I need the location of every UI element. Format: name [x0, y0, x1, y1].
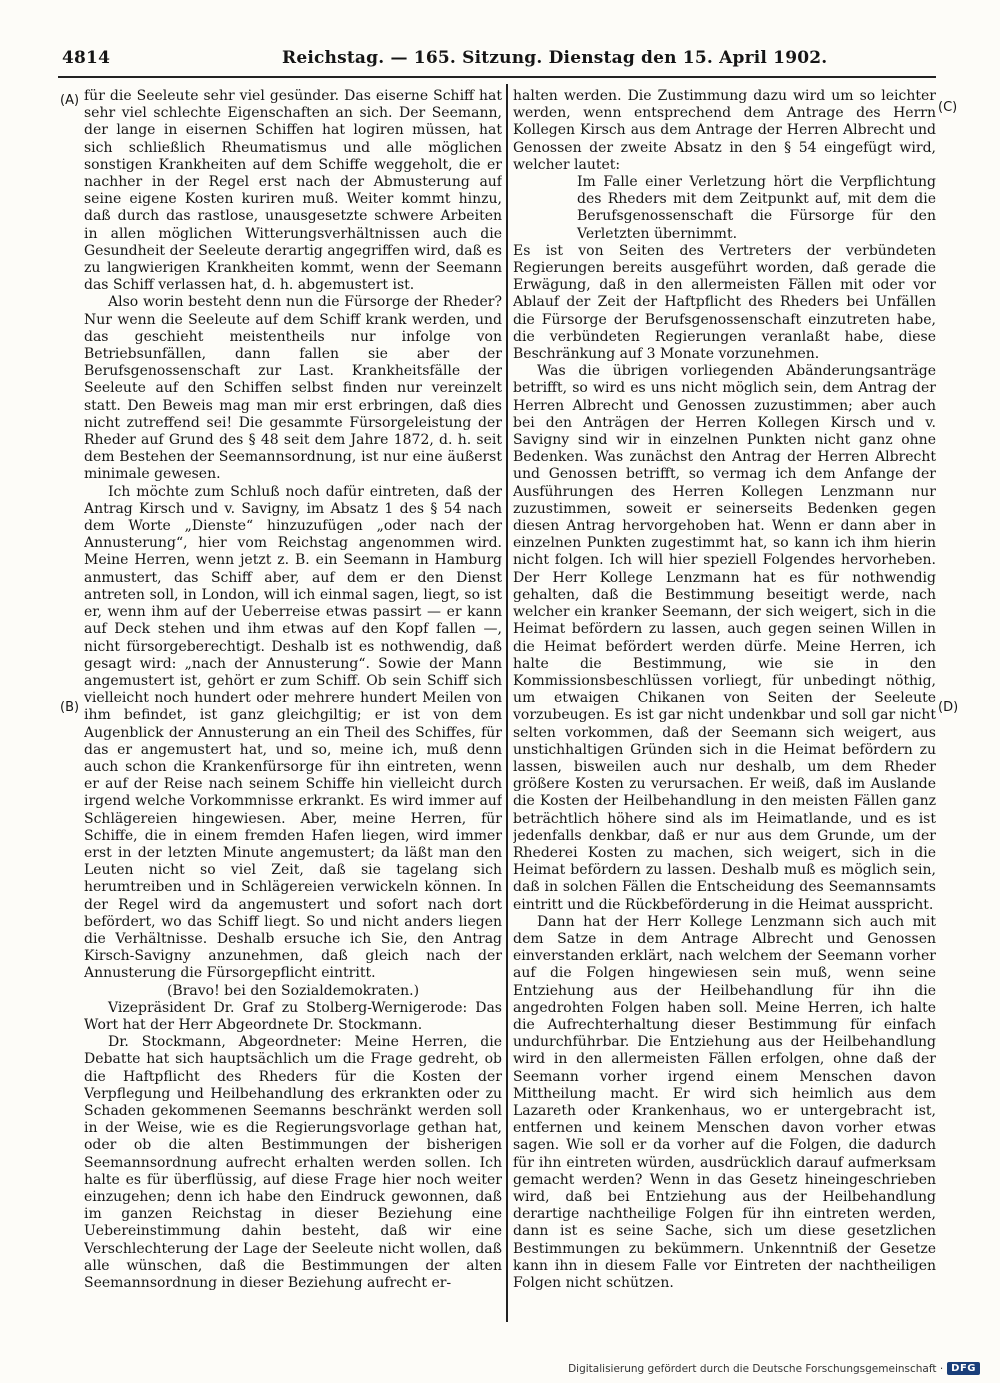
right-column	[513, 88, 936, 1333]
paragraph: für die Seeleute sehr viel gesünder. Das eiserne Schiff hat sehr viel schlechte Eigenschaften an sich. Der Seemann, der lange in eisernen Schiffen hat logiren müssen, hat sich schließlich Rheumatismus und alle möglichen sonstigen Krankheiten auf dem Schiffe weggeholt, die er nachher in der Regel erst nach der Abmusterung auf seine eigene Kosten kuriren muß. Weiter kommt hinzu, daß durch das rastlose, unausgesetzte schwere Arbeiten in allen möglichen Witterungsverhältnissen auch die Gesundheit der Seeleute derartig angegriffen wird, daß es zu langwierigen Krankheiten kommt, wenn der Seemann das Schiff verlassen hat, d. h. abgemustert ist.	[84, 88, 502, 294]
footer-text: Digitalisierung gefördert durch die Deutsche Forschungsgemeinschaft ·	[568, 1362, 944, 1375]
paragraph: Ich möchte zum Schluß noch dafür eintreten, daß der Antrag Kirsch und v. Savigny, im Absatz 1 des § 54 nach dem Worte „Dienste“ hinzuzufügen „oder nach der Annusterung“, hier vom Reichstag angenommen wird. Meine Herren, wenn jetzt z. B. ein Seemann in Hamburg anmustert, das Schiff aber, auf dem er den Dienst antreten soll, in London, will ich einmal sagen, liegt, so ist er, wenn ihm auf der Ueberreise etwas passirt — er kann auf Deck stehen und ihm etwas auf den Kopf fallen —, nicht fürsorgeberechtigt. Deshalb ist es nothwendig, daß gesagt wird: „nach der Annusterung“. Sowie der Mann angemustert ist, gehört er zum Schiff. Ob sein Schiff sich vielleicht noch hundert oder mehrere hundert Meilen von ihm befindet, ist ganz gleichgiltig; er ist von dem Augenblick der Annusterung an ein Theil des Schiffes, für das er angemustert hat, und so, meine ich, muß denn auch schon die Krankenfürsorge für ihn eintreten, wenn er auf der Reise nach seinem Schiffe hin vielleicht durch irgend welche Vorkommnisse erkrankt. Es wird immer auf Schlägereien hingewiesen. Aber, meine Herren, für Schiffe, die in einem fremden Hafen liegen, wird immer erst in der letzten Minute angemustert; da läßt man den Leuten nicht so viel Zeit, daß sie tagelang sich herumtreiben und in Schlägereien verwickeln können. In der Regel wird da angemustert und sofort nach dort befördert, wo das Schiff liegt. So und nicht anders liegen die Verhältnisse. Deshalb ersuche ich Sie, den Antrag Kirsch-Savigny anzunehmen, daß gleich nach der Annusterung die Fürsorgepflicht eintritt.	[84, 483, 502, 982]
left-column	[84, 88, 502, 1333]
paragraph: Also worin besteht denn nun die Fürsorge der Rheder? Nur wenn die Seeleute auf dem Schiff krank werden, und das geschieht meistentheils nur infolge von Betriebsunfällen, dann fallen sie aber der Berufsgenossenschaft zur Last. Krankheitsfälle der Seeleute auf den Schiffen selbst finden nur vereinzelt statt. Den Beweis mag man mir erst erbringen, daß dies nicht zutreffend sei! Die gesammte Fürsorgeleistung der Rheder auf Grund des § 48 seit dem Jahre 1872, d. h. seit dem Bestehen der Seemannsordnung, ist nur eine äußerst minimale gewesen.	[84, 294, 502, 483]
paragraph: Was die übrigen vorliegenden Abänderungsanträge betrifft, so wird es uns nicht möglich sein, dem Antrag der Herren Albrecht und Genossen zuzustimmen; aber auch bei den Anträgen der Herren Kollegen Kirsch und v. Savigny sind wir in einzelnen Punkten nicht ganz ohne Bedenken. Was zunächst den Antrag der Herren Albrecht und Genossen betrifft, so vermag ich dem Anfange der Ausführungen des Herren Kollegen Lenzmann nur zuzustimmen, soweit er seinerseits Bedenken gegen diesen Antrag hervorgehoben hat. Wenn er dann aber in einzelnen Punkten zugestimmt hat, so kann ich ihm hierin nicht folgen. Ich will hier speziell Folgendes hervorheben. Der Herr Kollege Lenzmann hat es für nothwendig gehalten, daß die Bestimmung beseitigt werde, nach welcher ein kranker Seemann, der sich weigert, sich in die Heimat befördern zu lassen, auch gegen seinen Willen in die Heimat befördert werden dürfe. Meine Herren, ich halte die Bestimmung, wie sie in den Kommissionsbeschlüssen vorliegt, für unbedingt nöthig, um etwaigen Chikanen von Seiten der Seeleute vorzubeugen. Es ist gar nicht undenkbar und soll gar nicht selten vorkommen, daß der Seemann sich weigert, aus unstichhaltigen Gründen sich in die Heimat befördern zu lassen, bisweilen auch nur deshalb, um dem Rheder größere Kosten zu verursachen. Er weiß, daß im Auslande die Kosten der Heilbehandlung in den meisten Fällen ganz beträchtlich höhere sind als im Heimatlande, und es ist jedenfalls denkbar, daß er nur aus dem Grunde, um der Rhederei Kosten zu machen, sich weigert, sich in die Heimat befördern zu lassen. Deshalb muß es möglich sein, daß in solchen Fällen die Entscheidung des Seemannsamts eintritt und die Rückbeförderung in die Heimat ausspricht.	[513, 363, 936, 913]
margin-mark-a: (A)	[60, 93, 80, 108]
page-number: 4814	[62, 48, 111, 68]
speaker-paragraph: Dr. Stockmann, Abgeordneter: Meine Herren, die Debatte hat sich hauptsächlich um die Frage gedreht, ob die Haftpflicht des Rheders für die Kosten der Verpflegung und Heilbehandlung des erkrankten oder zu Schaden gekommenen Seemanns beschränkt werden soll in der Weise, wie es die Regierungsvorlage gethan hat, oder ob die alten Bestimmungen der bisherigen Seemannsordnung aufrecht erhalten werden sollen. Ich halte es für überflüssig, auf diese Frage hier noch weiter einzugehen; denn ich habe den Eindruck gewonnen, daß im ganzen Reichstag in dieser Beziehung eine Uebereinstimmung dahin besteht, daß wir eine Verschlechterung der Lage der Seeleute nicht wollen, daß alle wünschen, daß die Bestimmungen der alten Seemannsordnung in dieser Beziehung aufrecht er-	[84, 1034, 502, 1292]
paragraph: halten werden. Die Zustimmung dazu wird um so leichter werden, wenn entsprechend dem Antrage des Herrn Kollegen Kirsch aus dem Antrage der Herren Albrecht und Genossen der zweite Absatz in den § 54 eingefügt wird, welcher lautet:	[513, 88, 936, 173]
dfg-logo-icon: DFG	[947, 1362, 980, 1375]
paragraph: Es ist von Seiten des Vertreters der verbündeten Regierungen bereits ausgeführt worden, daß gerade die Erwägung, daß in den allermeisten Fällen mit oder vor Ablauf der Zeit der Haftpflicht des Rheders bei Unfällen die Fürsorge der Berufsgenossenschaft einzutreten habe, die verbündeten Regierungen veranlaßt habe, diese Beschränkung auf 3 Monate vorzunehmen.	[513, 242, 936, 363]
digitization-footer	[568, 1362, 980, 1375]
paragraph: Dann hat der Herr Kollege Lenzmann sich auch mit dem Satze in dem Antrage Albrecht und Genossen einverstanden erklärt, nach welchem der Seemann vorher auf die Folgen hingewiesen sein muß, wenn seine Entziehung aus der Heilbehandlung für ihn die angedrohten Folgen haben soll. Meine Herren, ich halte die Aufrechterhaltung dieser Bestimmung für einfach undurchführbar. Die Entziehung aus der Heilbehandlung wird in den allermeisten Fällen erfolgen, ohne daß der Seemann vorher irgend einem Menschen davon Mittheilung macht. Er wird sich heimlich aus dem Lazareth oder Krankenhaus, wo er untergebracht ist, entfernen und keinem Menschen davon vorher etwas sagen. Wie soll er da vorher auf die Folgen, die dadurch für ihn eintreten würden, ausdrücklich darauf aufmerksam gemacht werden? Wenn in das Gesetz hineingeschrieben wird, daß bei Entziehung aus der Heilbehandlung derartige nachtheilige Folgen für ihn eintreten werden, dann ist es seine Sache, sich um diese gesetzlichen Bestimmungen zu bekümmern. Unkenntniß der Gesetze kann ihn in diesem Falle vor Eintreten der nachtheiligen Folgen nicht schützen.	[513, 913, 936, 1292]
page-title: Reichstag. — 165. Sitzung. Dienstag den 15. April 1902.	[282, 48, 828, 68]
margin-mark-c: (C)	[938, 100, 958, 115]
column-divider	[506, 84, 508, 1322]
margin-mark-d: (D)	[938, 700, 959, 715]
margin-mark-b: (B)	[60, 700, 80, 715]
interjection: (Bravo! bei den Sozialdemokraten.)	[166, 982, 420, 999]
header-rule	[58, 76, 936, 78]
quoted-text: Im Falle einer Verletzung hört die Verpflichtung des Rheders mit dem Zeitpunkt auf, mit dem die Berufsgenossenschaft die Fürsorge für den Verletzten übernimmt.	[577, 174, 936, 242]
page-header	[62, 46, 932, 72]
speaker-paragraph: Vizepräsident Dr. Graf zu Stolberg-Wernigerode: Das Wort hat der Herr Abgeordnete Dr. Stockmann.	[84, 999, 502, 1033]
